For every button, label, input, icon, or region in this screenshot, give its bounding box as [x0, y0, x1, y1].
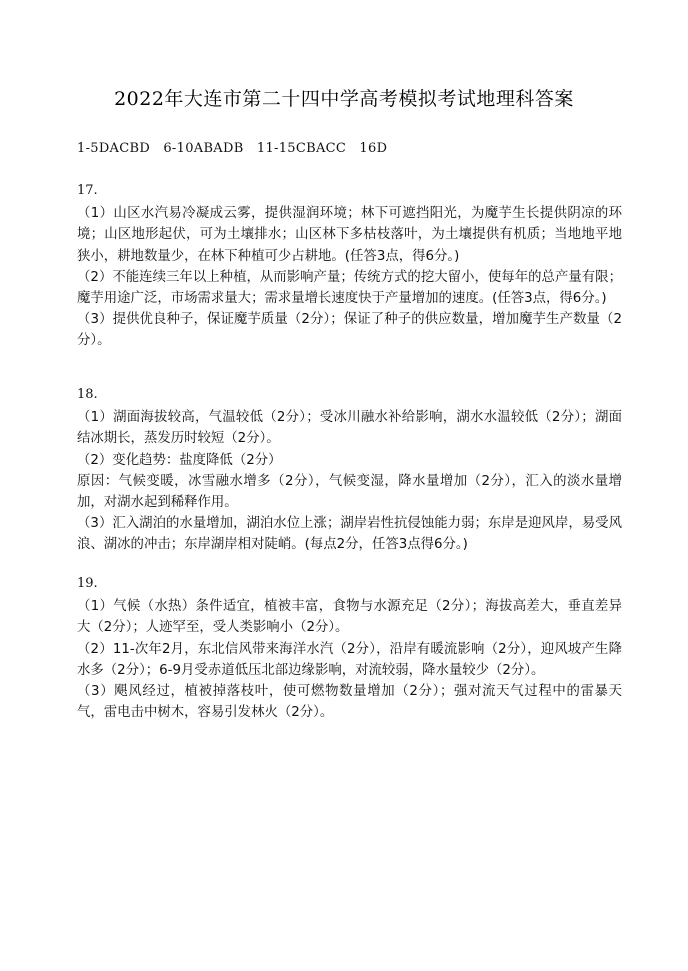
answer-paragraph: （2）不能连续三年以上种植，从而影响产量；传统方式的挖大留小，使每年的总产量有限；魔芋用途广泛，市场需求量大；需求量增长速度快于产量增加的速度。(任答3点，得6分。)	[77, 269, 622, 307]
page-title: 2022年大连市第二十四中学高考模拟考试地理科答案	[114, 88, 574, 110]
answer-paragraph: 原因：气候变暖，冰雪融水增多（2分），气候变湿，降水量增加（2分），汇入的淡水量增加，对湖水起到稀释作用。	[77, 473, 622, 511]
answer-paragraph: （1）湖面海拔较高，气温较低（2分）；受冰川融水补给影响，湖水水温较低（2分）；湖面结冰期长，蒸发历时较短（2分）。	[77, 410, 622, 447]
question-number: 18.	[77, 387, 98, 402]
answer-paragraph: （1）山区水汽易冷凝成云雾，提供湿润环境；林下可遮挡阳光，为魔芋生长提供阴凉的环境；山区地形起伏，可为土壤排水；山区林下多枯枝落叶，为土壤提供有机质；当地地平地狭小，耕地数量少，在林下种植可少占耕地。(任答3点，得6分。)	[77, 206, 622, 264]
question-number: 17.	[77, 183, 98, 198]
question-19	[77, 573, 622, 723]
question-18	[77, 384, 622, 556]
answer-paragraph: （3）飓风经过，植被掉落枝叶，使可燃物数量增加（2分）；强对流天气过程中的雷暴天气，雷电击中树木，容易引发林火（2分）。	[77, 684, 622, 721]
question-17	[77, 180, 622, 352]
answer-paragraph: （3）提供优良种子，保证魔芋质量（2分）；保证了种子的供应数量，增加魔芋生产数量（2分）。	[77, 312, 622, 349]
answer-paragraph: （2）变化趋势：盐度降低（2分）	[77, 452, 282, 468]
answer-paragraph: （2）11-次年2月，东北信风带来海洋水汽（2分），沿岸有暖流影响（2分），迎风坡产生降水多（2分）；6-9月受赤道低压北部边缘影响，对流较弱，降水量较少（2分）。	[77, 641, 622, 678]
choice-answers: 1-5DACBD 6-10ABADB 11-15CBACC 16D	[77, 141, 388, 156]
answer-paragraph: （1）气候（水热）条件适宜，植被丰富，食物与水源充足（2分）；海拔高差大，垂直差异大（2分）；人迹罕至，受人类影响小（2分）。	[77, 599, 622, 636]
question-number: 19.	[77, 576, 98, 591]
answer-paragraph: （3）汇入湖泊的水量增加，湖泊水位上涨；湖岸岩性抗侵蚀能力弱；东岸是迎风岸，易受风浪、湖冰的冲击；东岸湖岸相对陡峭。(每点2分，任答3点得6分。)	[77, 516, 622, 553]
